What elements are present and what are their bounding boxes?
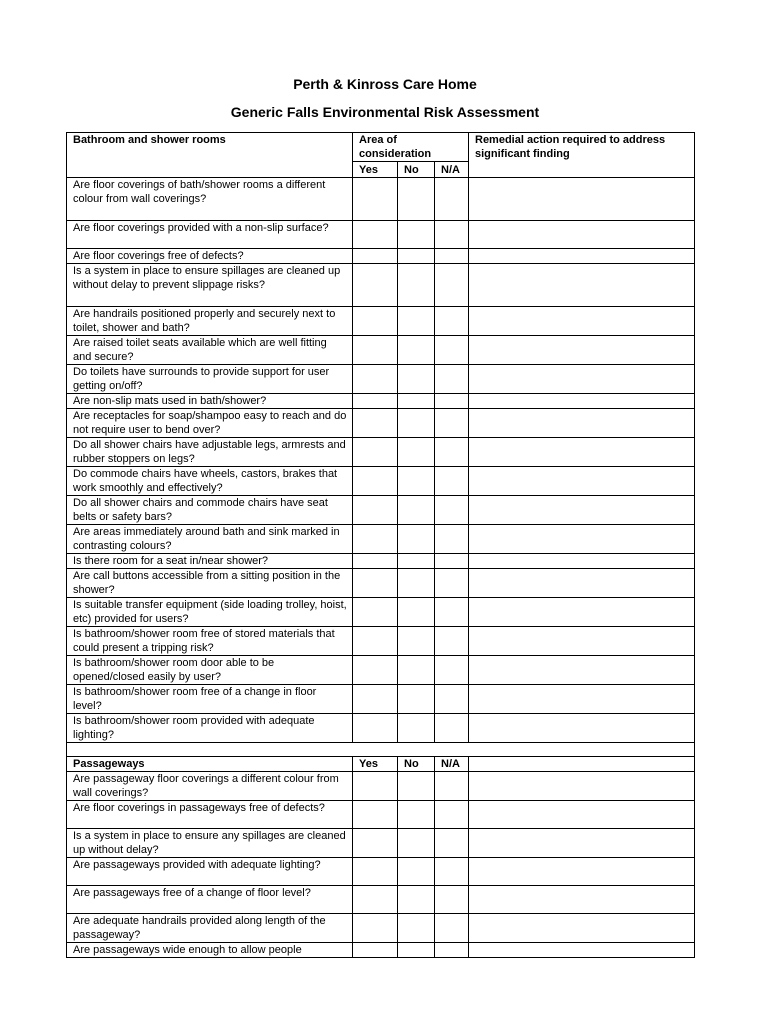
no-cell[interactable] — [398, 365, 435, 394]
na-cell[interactable] — [435, 264, 469, 307]
no-cell[interactable] — [398, 336, 435, 365]
table-row — [67, 336, 695, 365]
na-column-heading: N/A — [435, 757, 469, 772]
question-text: Is bathroom/shower room free of a change in floor level? — [67, 685, 353, 714]
document-title: Perth & Kinross Care Home — [293, 76, 477, 92]
remedial-action-cell[interactable] — [469, 438, 695, 467]
question-text: Are passageways provided with adequate lighting? — [67, 858, 353, 886]
remedial-action-cell[interactable] — [469, 858, 695, 886]
na-cell[interactable] — [435, 409, 469, 438]
question-text: Is suitable transfer equipment (side loading trolley, hoist, etc) provided for users? — [67, 598, 353, 627]
no-cell[interactable] — [398, 467, 435, 496]
question-text: Are floor coverings free of defects? — [67, 249, 353, 264]
no-cell[interactable] — [398, 627, 435, 656]
na-cell[interactable] — [435, 307, 469, 336]
yes-cell[interactable] — [353, 496, 398, 525]
yes-cell[interactable] — [353, 598, 398, 627]
table-row — [67, 307, 695, 336]
remedial-action-cell[interactable] — [469, 829, 695, 858]
section-heading-passageways: Passageways — [67, 757, 353, 772]
remedial-action-cell[interactable] — [469, 365, 695, 394]
question-text: Are floor coverings in passageways free of defects? — [67, 801, 353, 829]
na-cell[interactable] — [435, 886, 469, 914]
yes-cell[interactable] — [353, 829, 398, 858]
remedial-action-cell[interactable] — [469, 178, 695, 221]
question-text: Is a system in place to ensure spillages are cleaned up without delay to prevent slippage risks? — [67, 264, 353, 307]
table-row — [67, 714, 695, 743]
yes-cell[interactable] — [353, 656, 398, 685]
remedial-action-cell[interactable] — [469, 409, 695, 438]
yes-cell[interactable] — [353, 858, 398, 886]
na-cell[interactable] — [435, 914, 469, 943]
na-cell[interactable] — [435, 829, 469, 858]
na-cell[interactable] — [435, 221, 469, 249]
question-text: Are adequate handrails provided along length of the passageway? — [67, 914, 353, 943]
na-cell[interactable] — [435, 714, 469, 743]
question-text: Are passageway floor coverings a different colour from wall coverings? — [67, 772, 353, 801]
no-cell[interactable] — [398, 221, 435, 249]
remedial-action-cell[interactable] — [469, 914, 695, 943]
remedial-action-cell[interactable] — [469, 772, 695, 801]
remedial-action-cell[interactable] — [469, 249, 695, 264]
question-text: Do commode chairs have wheels, castors, brakes that work smoothly and effectively? — [67, 467, 353, 496]
table-row — [67, 365, 695, 394]
question-text: Are passageways free of a change of floor level? — [67, 886, 353, 914]
na-cell[interactable] — [435, 178, 469, 221]
table-row — [67, 943, 695, 958]
table-row — [67, 394, 695, 409]
passageways-header-row — [67, 757, 695, 772]
table-row — [67, 178, 695, 221]
na-cell[interactable] — [435, 336, 469, 365]
remedial-action-cell[interactable] — [469, 569, 695, 598]
yes-column-heading: Yes — [353, 757, 398, 772]
yes-cell[interactable] — [353, 409, 398, 438]
yes-cell[interactable] — [353, 685, 398, 714]
table-row — [67, 858, 695, 886]
remedial-action-cell[interactable] — [469, 221, 695, 249]
no-cell[interactable] — [398, 496, 435, 525]
header-row — [67, 133, 695, 162]
remedial-action-cell[interactable] — [469, 801, 695, 829]
table-row — [67, 409, 695, 438]
no-cell[interactable] — [398, 858, 435, 886]
remedial-action-cell[interactable] — [469, 467, 695, 496]
no-cell[interactable] — [398, 409, 435, 438]
question-text: Is there room for a seat in/near shower? — [67, 554, 353, 569]
yes-cell[interactable] — [353, 365, 398, 394]
yes-cell[interactable] — [353, 438, 398, 467]
na-cell[interactable] — [435, 598, 469, 627]
no-cell[interactable] — [398, 714, 435, 743]
question-text: Are areas immediately around bath and sink marked in contrasting colours? — [67, 525, 353, 554]
yes-cell[interactable] — [353, 801, 398, 829]
remedial-action-heading: Remedial action required to address significant finding — [469, 133, 695, 178]
remedial-action-cell[interactable] — [469, 627, 695, 656]
remedial-action-cell[interactable] — [469, 598, 695, 627]
area-of-consideration-heading: Area of consideration — [353, 133, 469, 162]
question-text: Are raised toilet seats available which are well fitting and secure? — [67, 336, 353, 365]
no-cell[interactable] — [398, 656, 435, 685]
question-text: Are non-slip mats used in bath/shower? — [67, 394, 353, 409]
table-row — [67, 886, 695, 914]
no-cell[interactable] — [398, 554, 435, 569]
question-text: Are floor coverings of bath/shower rooms a different colour from wall coverings? — [67, 178, 353, 221]
section-heading-bathroom: Bathroom and shower rooms — [67, 133, 353, 178]
question-text: Are floor coverings provided with a non-slip surface? — [67, 221, 353, 249]
remedial-action-cell[interactable] — [469, 264, 695, 307]
table-row — [67, 467, 695, 496]
no-cell[interactable] — [398, 914, 435, 943]
table-row — [67, 264, 695, 307]
question-text: Are call buttons accessible from a sitting position in the shower? — [67, 569, 353, 598]
question-text: Is bathroom/shower room provided with adequate lighting? — [67, 714, 353, 743]
na-cell[interactable] — [435, 394, 469, 409]
na-cell[interactable] — [435, 554, 469, 569]
table-row — [67, 569, 695, 598]
yes-cell[interactable] — [353, 627, 398, 656]
question-text: Are handrails positioned properly and securely next to toilet, shower and bath? — [67, 307, 353, 336]
no-column-heading: No — [398, 162, 435, 178]
yes-cell[interactable] — [353, 264, 398, 307]
na-cell[interactable] — [435, 685, 469, 714]
document-subtitle: Generic Falls Environmental Risk Assessment — [230, 104, 540, 120]
na-cell[interactable] — [435, 467, 469, 496]
table-row — [67, 249, 695, 264]
yes-cell[interactable] — [353, 886, 398, 914]
yes-cell[interactable] — [353, 569, 398, 598]
yes-cell[interactable] — [353, 554, 398, 569]
table-row — [67, 496, 695, 525]
na-cell[interactable] — [435, 249, 469, 264]
remedial-action-cell[interactable] — [469, 554, 695, 569]
table-row — [67, 221, 695, 249]
no-cell[interactable] — [398, 886, 435, 914]
question-text: Is bathroom/shower room door able to be opened/closed easily by user? — [67, 656, 353, 685]
remedial-action-cell[interactable] — [469, 757, 695, 772]
question-text: Are passageways wide enough to allow people — [67, 943, 353, 958]
remedial-action-cell[interactable] — [469, 656, 695, 685]
no-cell[interactable] — [398, 438, 435, 467]
no-cell[interactable] — [398, 598, 435, 627]
yes-cell[interactable] — [353, 467, 398, 496]
no-cell[interactable] — [398, 525, 435, 554]
na-cell[interactable] — [435, 365, 469, 394]
na-cell[interactable] — [435, 627, 469, 656]
na-cell[interactable] — [435, 656, 469, 685]
question-text: Do toilets have surrounds to provide support for user getting on/off? — [67, 365, 353, 394]
no-cell[interactable] — [398, 307, 435, 336]
remedial-action-cell[interactable] — [469, 496, 695, 525]
yes-cell[interactable] — [353, 525, 398, 554]
question-text: Is a system in place to ensure any spillages are cleaned up without delay? — [67, 829, 353, 858]
table-row — [67, 685, 695, 714]
yes-column-heading: Yes — [353, 162, 398, 178]
yes-cell[interactable] — [353, 394, 398, 409]
table-row — [67, 525, 695, 554]
table-row — [67, 914, 695, 943]
table-row — [67, 438, 695, 467]
yes-cell[interactable] — [353, 336, 398, 365]
na-cell[interactable] — [435, 801, 469, 829]
na-column-heading: N/A — [435, 162, 469, 178]
question-text: Do all shower chairs have adjustable legs, armrests and rubber stoppers on legs? — [67, 438, 353, 467]
question-text: Do all shower chairs and commode chairs have seat belts or safety bars? — [67, 496, 353, 525]
remedial-action-cell[interactable] — [469, 943, 695, 958]
table-row — [67, 554, 695, 569]
yes-cell[interactable] — [353, 221, 398, 249]
table-row — [67, 829, 695, 858]
remedial-action-cell[interactable] — [469, 714, 695, 743]
remedial-action-cell[interactable] — [469, 525, 695, 554]
table-row — [67, 772, 695, 801]
yes-cell[interactable] — [353, 307, 398, 336]
no-column-heading: No — [398, 757, 435, 772]
yes-cell[interactable] — [353, 714, 398, 743]
yes-cell[interactable] — [353, 943, 398, 958]
no-cell[interactable] — [398, 249, 435, 264]
table-row — [67, 656, 695, 685]
table-row — [67, 627, 695, 656]
yes-cell[interactable] — [353, 772, 398, 801]
no-cell[interactable] — [398, 178, 435, 221]
na-cell[interactable] — [435, 438, 469, 467]
na-cell[interactable] — [435, 943, 469, 958]
no-cell[interactable] — [398, 801, 435, 829]
na-cell[interactable] — [435, 772, 469, 801]
remedial-action-cell[interactable] — [469, 394, 695, 409]
no-cell[interactable] — [398, 394, 435, 409]
na-cell[interactable] — [435, 525, 469, 554]
remedial-action-cell[interactable] — [469, 307, 695, 336]
no-cell[interactable] — [398, 569, 435, 598]
na-cell[interactable] — [435, 569, 469, 598]
yes-cell[interactable] — [353, 178, 398, 221]
no-cell[interactable] — [398, 772, 435, 801]
no-cell[interactable] — [398, 943, 435, 958]
no-cell[interactable] — [398, 685, 435, 714]
na-cell[interactable] — [435, 858, 469, 886]
remedial-action-cell[interactable] — [469, 685, 695, 714]
remedial-action-cell[interactable] — [469, 886, 695, 914]
question-text: Is bathroom/shower room free of stored materials that could present a tripping risk? — [67, 627, 353, 656]
yes-cell[interactable] — [353, 249, 398, 264]
remedial-action-cell[interactable] — [469, 336, 695, 365]
no-cell[interactable] — [398, 264, 435, 307]
yes-cell[interactable] — [353, 914, 398, 943]
na-cell[interactable] — [435, 496, 469, 525]
spacer-row — [67, 743, 695, 757]
no-cell[interactable] — [398, 829, 435, 858]
question-text: Are receptacles for soap/shampoo easy to reach and do not require user to bend over? — [67, 409, 353, 438]
table-row — [67, 598, 695, 627]
risk-assessment-table — [66, 132, 695, 958]
table-row — [67, 801, 695, 829]
